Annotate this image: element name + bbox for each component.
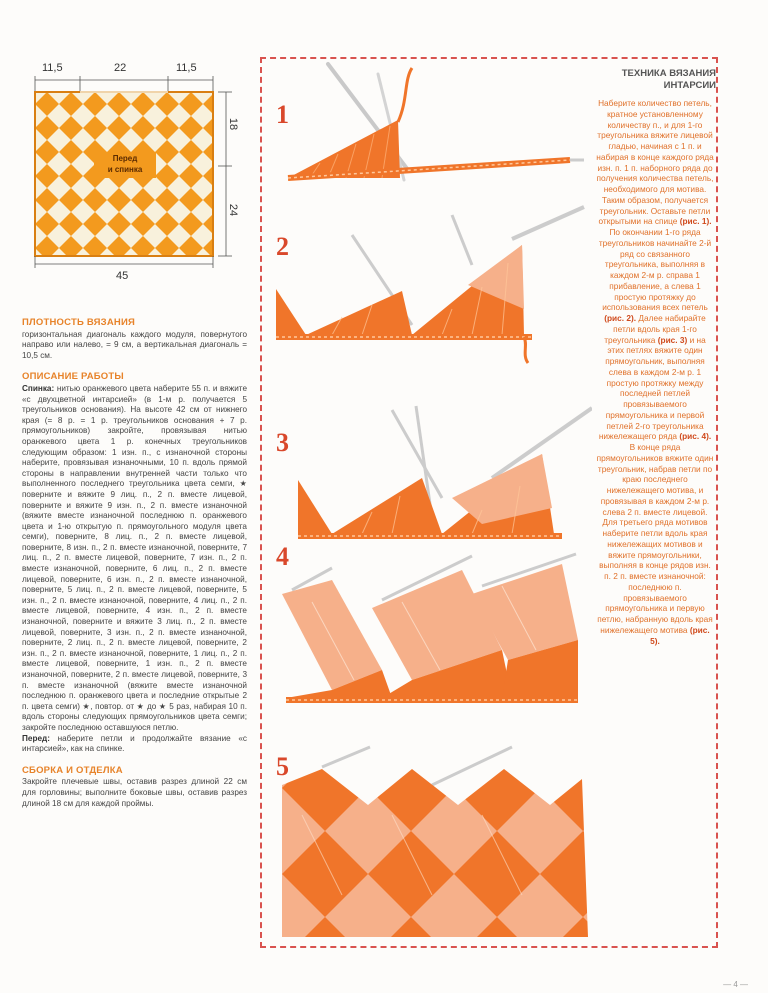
garment-schematic [28, 58, 238, 288]
assembly-heading: СБОРКА И ОТДЕЛКА [22, 764, 123, 776]
front-paragraph [22, 734, 247, 755]
figure-number-1: 1 [276, 100, 289, 129]
technique-title [598, 68, 716, 92]
page-number: — 4 — [723, 980, 748, 989]
density-text: горизонтальная диагональ каждого модуля, повернутого направо или налево, = 9 см, а вертикальная диагональ = 10,5 см. [22, 329, 247, 360]
technique-p2: По окончании 1-го ряда треугольников начинайте 2-й ряд со связанного треугольника, выполняя в каждом 2-м р. справа 1 прибавление, а слева 1 простую протяжку до использования всех петель [598, 227, 712, 313]
technique-p1: Наберите количество петель, кратное установленному количеству п., и для 1-го треугольника вяжите лицевой гладью, начиная с 1 п. и набирая в конце каждого ряда изн. п. 1 п. наборного ряда до получения количества петель, необходимого для мотива. Таким образом, получается треугольник. Оставьте петли открытыми на спице [596, 98, 714, 227]
figure-number-2: 2 [276, 232, 289, 261]
technique-p5: В конце ряда прямоугольников вяжите один треугольник, набрав петли по краю последнего нижележащего мотива, и провязывая в каждом 2-м р. слева 2 п. вместе лицевой. Для третьего ряда мотивов наберите петли вдоль края нижележащих мотивов и вяжите прямоугольники, выполняя в конце рядов изн. п. 2 п. вместе изнаночной: последнюю п. провязываемого прямоугольника и первую петлю, набранную вдоль края нижележащего мотива [596, 442, 714, 635]
schematic-label-1: Перед [112, 154, 138, 163]
technique-title-line-1: ТЕХНИКА ВЯЗАНИЯ [621, 68, 716, 79]
back-label: Спинка: [22, 383, 55, 393]
back-text: нитью оранжевого цвета наберите 55 п. и вяжите «с двухцветной интарсией» (в 1-м р. получается 5 треугольников основания). На высоте 42 см от нижнего края (= 8 р. = 1 р. треугольников основания + 7 р. прямоугольников) закройте, провязывая нитью оранжевого цвета 1 р. конечных треугольников следующим образом: 1 изн. п., с изнаночной стороны наберите, провязывая изнаночными, 10 п. вдоль прямой стороны в направлении внутренней части только что выполненного последнего треугольника цвета семги, ★ поверните и вяжите 9 лиц. п., 2 п. вместе лицевой, поверните и вяжите 9 изн. п., 2 п. вместе изнаночной (вяжите вместе изнаночной последнюю п. оранжевого цвета и 1-ю открытую п. прямоугольного модуля цвета семги), поверните, 8 лиц. п., 2 п. вместе лицевой, поверните, 8 изн. п., 2 п. вместе изнаночной, поверните, 7 лиц. п., 2 п. вместе лицевой, поверните, 7 изн. п., 2 п. вместе изнаночной, поверните, 6 лиц. п., 2 п. вместе лицевой, поверните, 6 изн. п., 2 п. вместе изнаночной, поверните, 5 лиц. п., 2 п. вместе лицевой, поверните, 5 изн. п., 2 п. вместе изнаночной, поверните, 4 лиц. п., 2 п. вместе лицевой, поверните, 4 изн. п., 2 п. вместе изнаночной, поверните и вяжите 3 лиц. п., 2 п. вместе лицевой, поверните, 3 изн. п., 2 п. вместе изнаночной, поверните, 2 лиц. п., 2 п. вместе лицевой, поверните, 2 изн. п., 2 п. вместе изнаночной, поверните, 1 лиц. п., 2 п. вместе лицевой, поверните, 1 изн. п., 2 п. вместе изнаночной, поверните, 2 п. вместе лицевой, поверните, 3 п. вместе изнаночной (вяжите вместе изнаночной последнюю п. оранжевого цвета и последние открытые 2 п. цвета семги) ★, повтор. от ★ до ★ 5 раз, набирая 10 п. вдоль стороны следующих прямоугольников цвета семги; закройте последнюю оставшуюся петлю. [22, 383, 248, 732]
dim-top-right: 11,5 [176, 62, 197, 74]
technique-p3: Далее набирайте петли вдоль края 1-го треугольника [604, 313, 706, 345]
figure-number-5: 5 [276, 752, 289, 781]
technique-ref4: (рис. 4). [679, 431, 712, 442]
back-paragraph [22, 384, 247, 734]
technique-text [596, 98, 714, 646]
technique-ref5: (рис. 5). [650, 624, 710, 646]
front-text: наберите петли и продолжайте вязание «с интарсией», как на спинке. [22, 733, 247, 754]
figure-number-3: 3 [276, 428, 289, 457]
dim-top-center: 22 [114, 62, 127, 74]
technique-title-line-2: ИНТАРСИИ [663, 80, 716, 91]
assembly-text: Закройте плечевые швы, оставив разрез длиной 22 см для горловины; выполните боковые швы, оставив разрез длиной 18 см для каждой проймы. [22, 777, 247, 808]
figure-4-illustration [272, 550, 582, 720]
figure-5-illustration [282, 745, 594, 937]
schematic-label-2: и спинка [107, 165, 143, 174]
technique-p4: и на этих петлях вяжите один прямоугольник, выполняя слева в каждом 2-м р. 1 простую протяжку между последней петлей провязываемого прямоугольника и первой петлей 2-го треугольника нижележащего ряда [598, 334, 706, 442]
figure-3-illustration [292, 398, 592, 558]
figure-2-illustration [272, 205, 592, 365]
density-heading: ПЛОТНОСТЬ ВЯЗАНИЯ [22, 317, 136, 328]
dim-top-left: 11,5 [42, 62, 63, 74]
description-heading: ОПИСАНИЕ РАБОТЫ [22, 371, 124, 383]
dim-right-bottom: 24 [227, 203, 240, 217]
figure-1-illustration [280, 60, 590, 200]
figure-number-4: 4 [276, 542, 289, 571]
front-label: Перед: [22, 733, 50, 743]
technique-ref3: (рис. 3) [657, 334, 688, 345]
technique-ref2: (рис. 2). [604, 313, 637, 323]
technique-ref1: (рис. 1). [679, 216, 712, 227]
instructions-column [22, 318, 247, 820]
dim-right-top: 18 [227, 117, 240, 131]
dim-bottom: 45 [116, 270, 129, 282]
